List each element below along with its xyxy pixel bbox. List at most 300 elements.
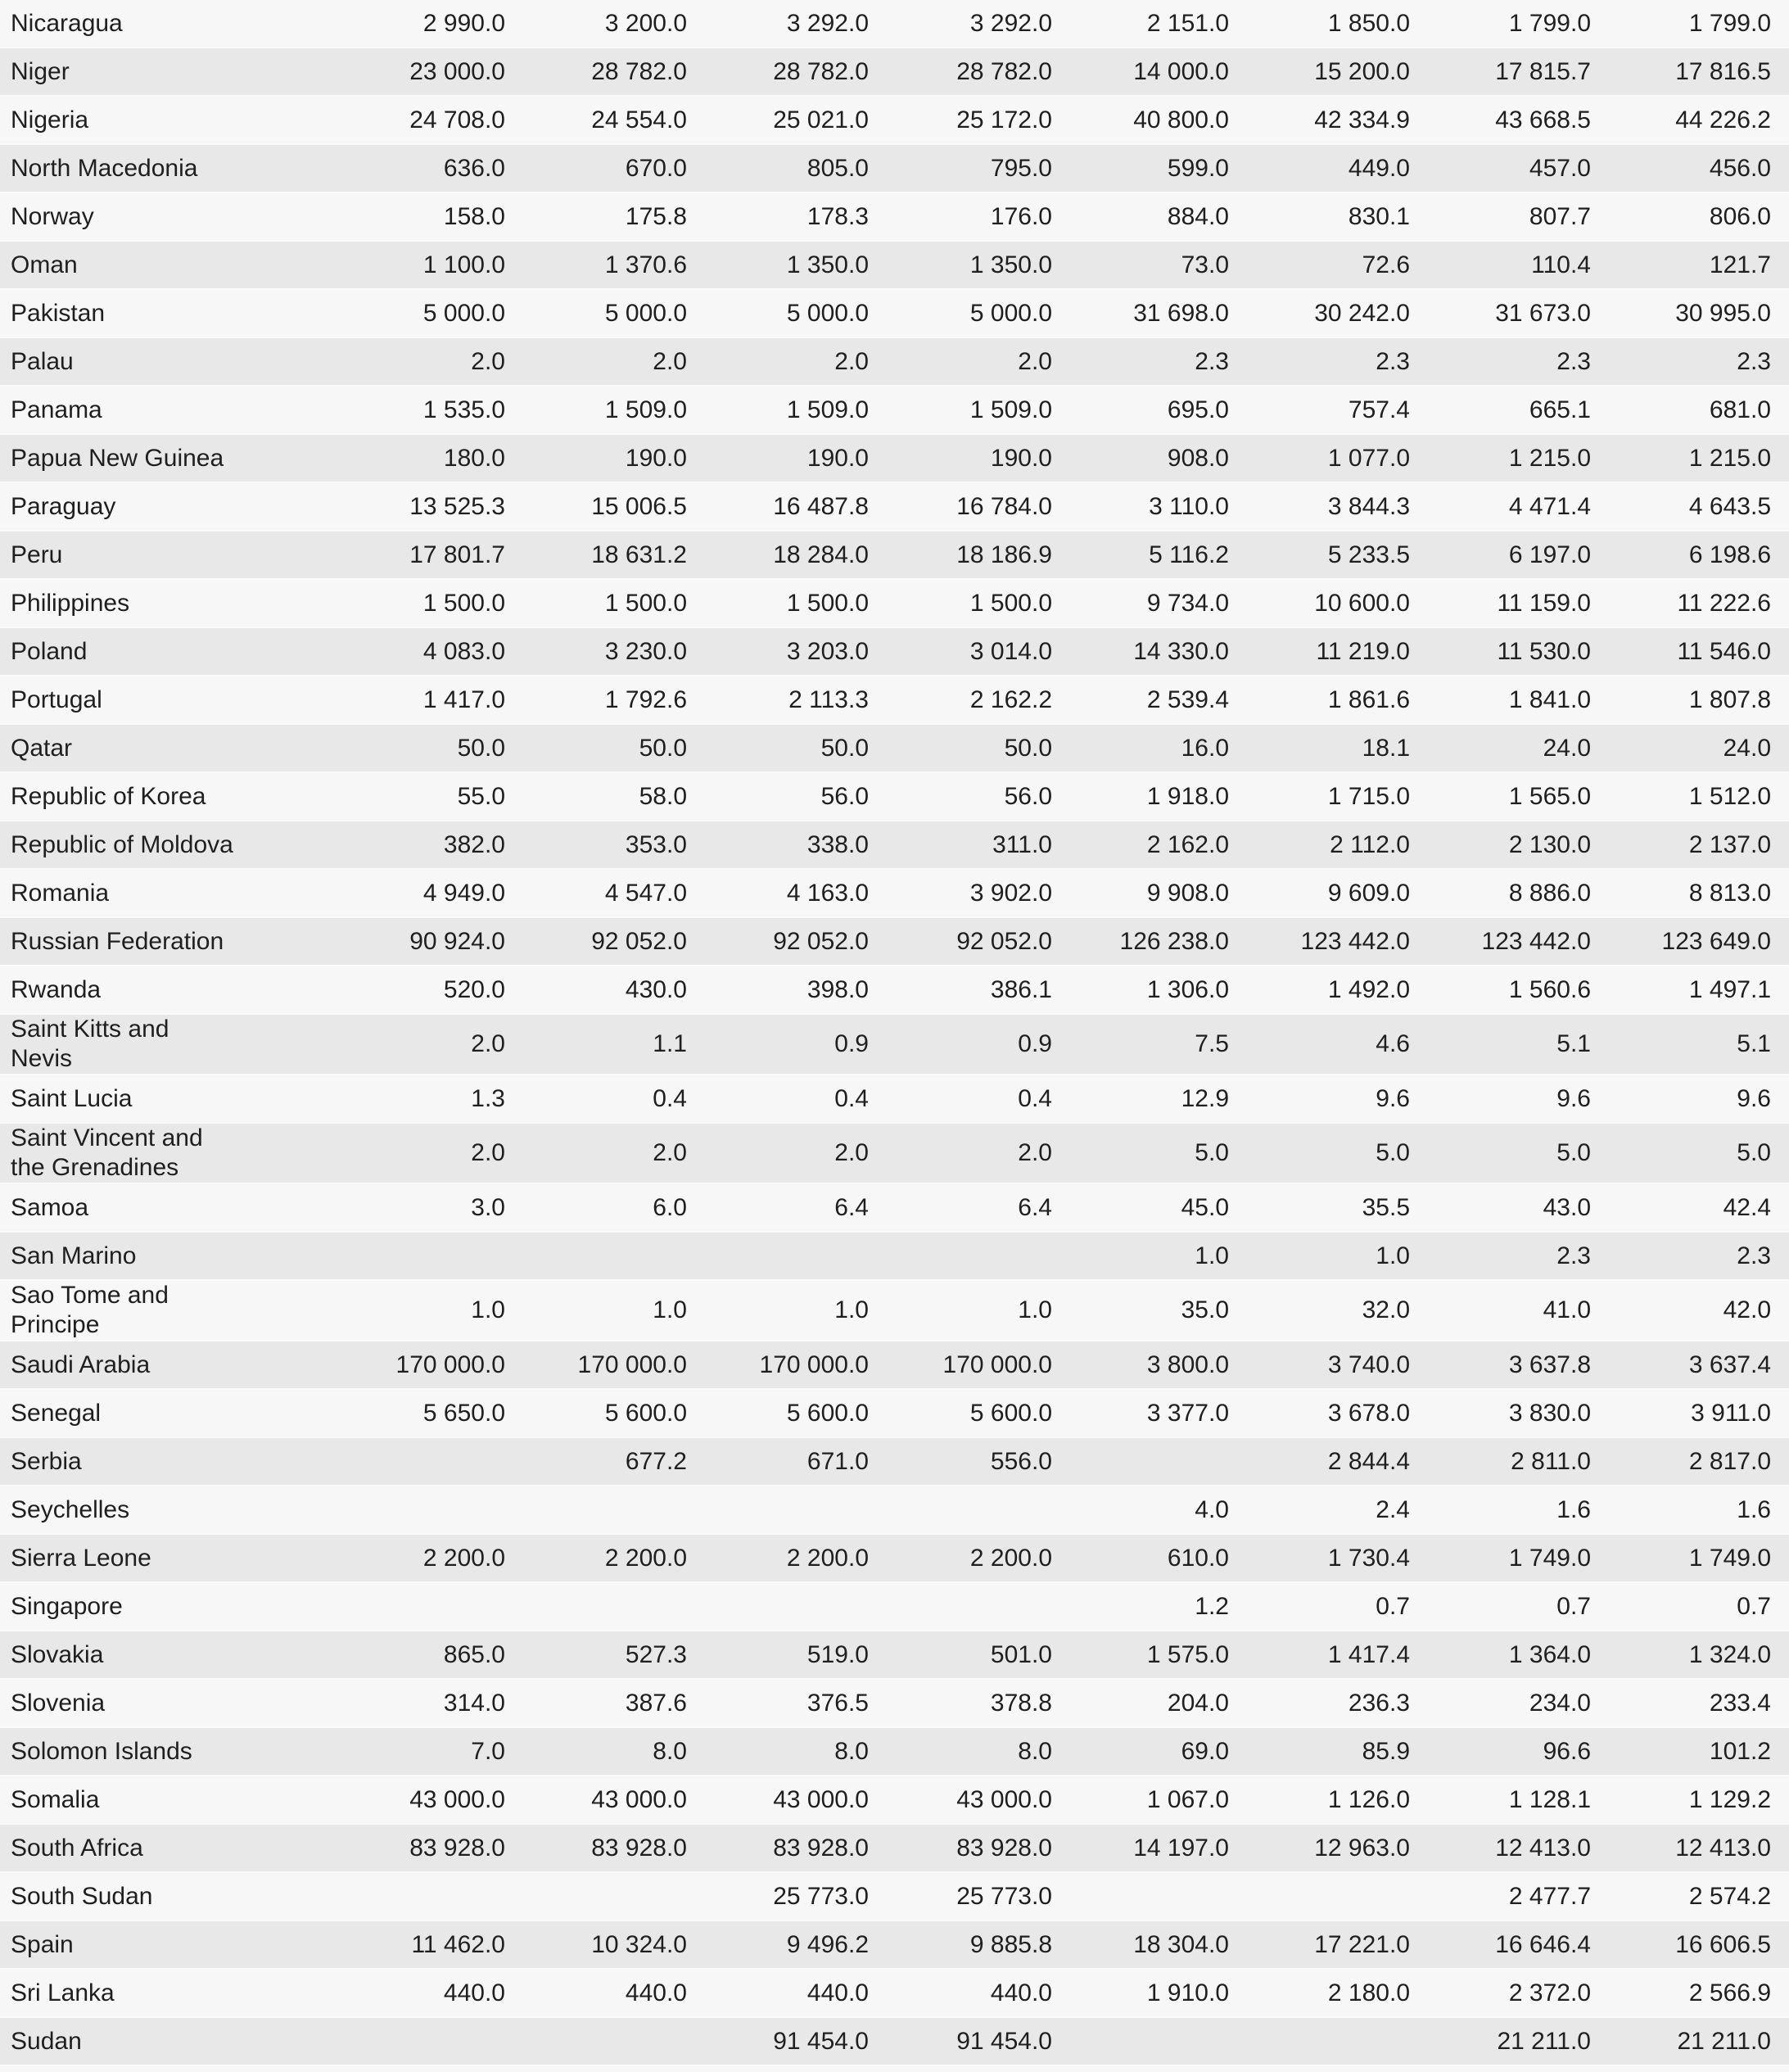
- country-cell: Qatar: [0, 724, 242, 772]
- value-cell: 2 151.0: [1052, 0, 1229, 48]
- value-cell: 2.0: [505, 337, 687, 386]
- value-cell: 830.1: [1229, 192, 1410, 241]
- value-cell: 2 180.0: [1229, 1969, 1410, 2017]
- value-cell: 50.0: [505, 724, 687, 772]
- value-cell: [505, 1582, 687, 1631]
- value-cell: 5 600.0: [505, 1389, 687, 1437]
- value-cell: [1229, 2017, 1410, 2065]
- country-cell: Sierra Leone: [0, 1534, 242, 1582]
- value-cell: 1.0: [242, 1280, 505, 1341]
- value-cell: [687, 1486, 869, 1534]
- value-cell: 9 609.0: [1229, 869, 1410, 917]
- value-cell: 25 021.0: [687, 96, 869, 144]
- value-cell: 5 650.0: [242, 1389, 505, 1437]
- value-cell: 1 324.0: [1591, 1631, 1789, 1679]
- value-cell: 18 304.0: [1052, 1920, 1229, 1969]
- value-cell: 12 413.0: [1410, 1824, 1591, 1872]
- value-cell: 14 197.0: [1052, 1824, 1229, 1872]
- value-cell: 2 200.0: [242, 1534, 505, 1582]
- value-cell: 519.0: [687, 1631, 869, 1679]
- country-cell: South Sudan: [0, 1872, 242, 1920]
- country-cell: Slovenia: [0, 1679, 242, 1727]
- country-cell: Spain: [0, 1920, 242, 1969]
- table-row: [0, 241, 1789, 289]
- value-cell: 338.0: [687, 821, 869, 869]
- value-cell: [505, 1232, 687, 1280]
- value-cell: [687, 1232, 869, 1280]
- value-cell: 72.6: [1229, 241, 1410, 289]
- value-cell: 1 215.0: [1410, 434, 1591, 482]
- table-row: [0, 1969, 1789, 2017]
- value-cell: 1 807.8: [1591, 676, 1789, 724]
- value-cell: 41.0: [1410, 1280, 1591, 1341]
- value-cell: 44 226.2: [1591, 96, 1789, 144]
- value-cell: 2.0: [242, 1123, 505, 1183]
- value-cell: 6 197.0: [1410, 531, 1591, 579]
- country-cell: Somalia: [0, 1776, 242, 1824]
- value-cell: 190.0: [687, 434, 869, 482]
- value-cell: 18.1: [1229, 724, 1410, 772]
- value-cell: 2 817.0: [1591, 1437, 1789, 1486]
- value-cell: 5.0: [1052, 1123, 1229, 1183]
- value-cell: 3 800.0: [1052, 1341, 1229, 1389]
- value-cell: 2.3: [1410, 337, 1591, 386]
- table-row: [0, 1631, 1789, 1679]
- value-cell: 8 886.0: [1410, 869, 1591, 917]
- value-cell: 908.0: [1052, 434, 1229, 482]
- country-cell: Panama: [0, 386, 242, 434]
- value-cell: 8 813.0: [1591, 869, 1789, 917]
- value-cell: 1 509.0: [505, 386, 687, 434]
- value-cell: 21 211.0: [1410, 2017, 1591, 2065]
- value-cell: 314.0: [242, 1679, 505, 1727]
- value-cell: 4 643.5: [1591, 482, 1789, 531]
- value-cell: 501.0: [869, 1631, 1052, 1679]
- value-cell: 2 811.0: [1410, 1437, 1591, 1486]
- value-cell: 2.3: [1229, 337, 1410, 386]
- country-cell: Russian Federation: [0, 917, 242, 966]
- value-cell: 91 454.0: [869, 2017, 1052, 2065]
- table-row: [0, 1014, 1789, 1074]
- value-cell: 1 100.0: [242, 241, 505, 289]
- value-cell: 5 000.0: [687, 289, 869, 337]
- country-cell: Nicaragua: [0, 0, 242, 48]
- country-cell: Serbia: [0, 1437, 242, 1486]
- table-row: [0, 2017, 1789, 2065]
- value-cell: 6 198.6: [1591, 531, 1789, 579]
- country-cell: Slovakia: [0, 1631, 242, 1679]
- value-cell: 1 560.6: [1410, 966, 1591, 1014]
- value-cell: 170 000.0: [869, 1341, 1052, 1389]
- value-cell: 2 200.0: [505, 1534, 687, 1582]
- value-cell: 5 600.0: [869, 1389, 1052, 1437]
- value-cell: 170 000.0: [242, 1341, 505, 1389]
- country-cell: Senegal: [0, 1389, 242, 1437]
- value-cell: 1.1: [505, 1014, 687, 1074]
- value-cell: 24.0: [1591, 724, 1789, 772]
- value-cell: 3 110.0: [1052, 482, 1229, 531]
- value-cell: 2 200.0: [687, 1534, 869, 1582]
- value-cell: 18 631.2: [505, 531, 687, 579]
- value-cell: 610.0: [1052, 1534, 1229, 1582]
- value-cell: [242, 1437, 505, 1486]
- value-cell: 695.0: [1052, 386, 1229, 434]
- value-cell: 456.0: [1591, 144, 1789, 192]
- value-cell: 1 910.0: [1052, 1969, 1229, 2017]
- value-cell: 1 364.0: [1410, 1631, 1591, 1679]
- value-cell: 42.4: [1591, 1183, 1789, 1232]
- value-cell: 3.0: [242, 1183, 505, 1232]
- value-cell: 353.0: [505, 821, 687, 869]
- value-cell: 24 708.0: [242, 96, 505, 144]
- value-cell: 8.0: [505, 1727, 687, 1776]
- value-cell: [505, 1486, 687, 1534]
- value-cell: 440.0: [505, 1969, 687, 2017]
- value-cell: 1 918.0: [1052, 772, 1229, 821]
- value-cell: 5.1: [1591, 1014, 1789, 1074]
- value-cell: 9.6: [1591, 1074, 1789, 1123]
- table-row: [0, 676, 1789, 724]
- value-cell: 3 014.0: [869, 627, 1052, 676]
- value-cell: 50.0: [869, 724, 1052, 772]
- value-cell: 10 324.0: [505, 1920, 687, 1969]
- value-cell: 440.0: [869, 1969, 1052, 2017]
- value-cell: 0.7: [1591, 1582, 1789, 1631]
- table-row: [0, 1183, 1789, 1232]
- value-cell: 8.0: [687, 1727, 869, 1776]
- value-cell: 5 116.2: [1052, 531, 1229, 579]
- value-cell: 175.8: [505, 192, 687, 241]
- value-cell: 16 487.8: [687, 482, 869, 531]
- value-cell: 12 413.0: [1591, 1824, 1789, 1872]
- table-row: [0, 1872, 1789, 1920]
- value-cell: 665.1: [1410, 386, 1591, 434]
- value-cell: 0.4: [687, 1074, 869, 1123]
- value-cell: 123 442.0: [1229, 917, 1410, 966]
- value-cell: 2 574.2: [1591, 1872, 1789, 1920]
- value-cell: [869, 1486, 1052, 1534]
- table-row: [0, 0, 1789, 48]
- country-cell: Palau: [0, 337, 242, 386]
- value-cell: 10 600.0: [1229, 579, 1410, 627]
- value-cell: 43 000.0: [242, 1776, 505, 1824]
- value-cell: 3 678.0: [1229, 1389, 1410, 1437]
- value-cell: 2 372.0: [1410, 1969, 1591, 2017]
- value-cell: 9 496.2: [687, 1920, 869, 1969]
- value-cell: 5.0: [1229, 1123, 1410, 1183]
- value-cell: 376.5: [687, 1679, 869, 1727]
- value-cell: 92 052.0: [869, 917, 1052, 966]
- value-cell: 449.0: [1229, 144, 1410, 192]
- table-row: [0, 1824, 1789, 1872]
- country-cell: Saint Vincent and the Grenadines: [0, 1123, 242, 1183]
- value-cell: 1 500.0: [242, 579, 505, 627]
- value-cell: 4.0: [1052, 1486, 1229, 1534]
- value-cell: 1 715.0: [1229, 772, 1410, 821]
- value-cell: 378.8: [869, 1679, 1052, 1727]
- value-cell: 123 649.0: [1591, 917, 1789, 966]
- value-cell: 1 509.0: [869, 386, 1052, 434]
- value-cell: 5.0: [1591, 1123, 1789, 1183]
- value-cell: 15 006.5: [505, 482, 687, 531]
- value-cell: 1 497.1: [1591, 966, 1789, 1014]
- value-cell: 1 799.0: [1591, 0, 1789, 48]
- country-cell: South Africa: [0, 1824, 242, 1872]
- value-cell: 681.0: [1591, 386, 1789, 434]
- value-cell: 599.0: [1052, 144, 1229, 192]
- value-cell: 123 442.0: [1410, 917, 1591, 966]
- value-cell: 30 242.0: [1229, 289, 1410, 337]
- value-cell: 121.7: [1591, 241, 1789, 289]
- table-row: [0, 482, 1789, 531]
- value-cell: 35.5: [1229, 1183, 1410, 1232]
- table-row: [0, 1776, 1789, 1824]
- value-cell: [687, 1582, 869, 1631]
- value-cell: 1.0: [869, 1280, 1052, 1341]
- table-row: [0, 821, 1789, 869]
- value-cell: 1.2: [1052, 1582, 1229, 1631]
- table-row: [0, 1920, 1789, 1969]
- value-cell: 757.4: [1229, 386, 1410, 434]
- value-cell: 56.0: [687, 772, 869, 821]
- value-cell: 158.0: [242, 192, 505, 241]
- value-cell: 5 233.5: [1229, 531, 1410, 579]
- value-cell: 1.6: [1591, 1486, 1789, 1534]
- value-cell: 5.1: [1410, 1014, 1591, 1074]
- value-cell: 35.0: [1052, 1280, 1229, 1341]
- value-cell: 440.0: [687, 1969, 869, 2017]
- value-cell: 55.0: [242, 772, 505, 821]
- table-row: [0, 1437, 1789, 1486]
- value-cell: [505, 1872, 687, 1920]
- value-cell: 234.0: [1410, 1679, 1591, 1727]
- country-cell: Singapore: [0, 1582, 242, 1631]
- value-cell: 1.0: [1229, 1232, 1410, 1280]
- value-cell: 1 799.0: [1410, 0, 1591, 48]
- value-cell: 1.6: [1410, 1486, 1591, 1534]
- value-cell: 6.4: [869, 1183, 1052, 1232]
- table-row: [0, 1486, 1789, 1534]
- value-cell: 4 163.0: [687, 869, 869, 917]
- country-cell: Rwanda: [0, 966, 242, 1014]
- value-cell: 28 782.0: [687, 48, 869, 96]
- value-cell: 3 200.0: [505, 0, 687, 48]
- value-cell: 382.0: [242, 821, 505, 869]
- table-row: [0, 289, 1789, 337]
- country-cell: Sri Lanka: [0, 1969, 242, 2017]
- value-cell: 527.3: [505, 1631, 687, 1679]
- value-cell: 17 801.7: [242, 531, 505, 579]
- value-cell: 4 471.4: [1410, 482, 1591, 531]
- value-cell: 25 773.0: [869, 1872, 1052, 1920]
- table-row: [0, 627, 1789, 676]
- table-row: [0, 144, 1789, 192]
- country-cell: Seychelles: [0, 1486, 242, 1534]
- value-cell: 83 928.0: [687, 1824, 869, 1872]
- value-cell: 2.0: [869, 1123, 1052, 1183]
- table-row: [0, 1232, 1789, 1280]
- value-cell: 180.0: [242, 434, 505, 482]
- table-row: [0, 772, 1789, 821]
- value-cell: 1 512.0: [1591, 772, 1789, 821]
- value-cell: 9.6: [1229, 1074, 1410, 1123]
- value-cell: 69.0: [1052, 1727, 1229, 1776]
- table-row: [0, 1280, 1789, 1341]
- value-cell: 13 525.3: [242, 482, 505, 531]
- value-cell: 440.0: [242, 1969, 505, 2017]
- country-cell: Portugal: [0, 676, 242, 724]
- country-cell: Papua New Guinea: [0, 434, 242, 482]
- country-cell: Samoa: [0, 1183, 242, 1232]
- value-cell: 2.3: [1052, 337, 1229, 386]
- country-cell: Oman: [0, 241, 242, 289]
- value-cell: 3 292.0: [869, 0, 1052, 48]
- table-row: [0, 192, 1789, 241]
- value-cell: 11 546.0: [1591, 627, 1789, 676]
- value-cell: 457.0: [1410, 144, 1591, 192]
- value-cell: 884.0: [1052, 192, 1229, 241]
- value-cell: 42.0: [1591, 1280, 1789, 1341]
- value-cell: [869, 1232, 1052, 1280]
- value-cell: 32.0: [1229, 1280, 1410, 1341]
- value-cell: [1052, 1437, 1229, 1486]
- value-cell: 3 830.0: [1410, 1389, 1591, 1437]
- value-cell: 670.0: [505, 144, 687, 192]
- value-cell: 31 673.0: [1410, 289, 1591, 337]
- value-cell: 1 370.6: [505, 241, 687, 289]
- value-cell: 5 000.0: [242, 289, 505, 337]
- country-cell: Poland: [0, 627, 242, 676]
- value-cell: 805.0: [687, 144, 869, 192]
- value-cell: [242, 1486, 505, 1534]
- value-cell: 233.4: [1591, 1679, 1789, 1727]
- value-cell: 6.4: [687, 1183, 869, 1232]
- value-cell: 2 539.4: [1052, 676, 1229, 724]
- table-row: [0, 1582, 1789, 1631]
- value-cell: 170 000.0: [505, 1341, 687, 1389]
- value-cell: 6.0: [505, 1183, 687, 1232]
- country-cell: Saint Lucia: [0, 1074, 242, 1123]
- value-cell: 1 128.1: [1410, 1776, 1591, 1824]
- value-cell: 3 740.0: [1229, 1341, 1410, 1389]
- value-cell: 2.3: [1410, 1232, 1591, 1280]
- value-cell: 18 284.0: [687, 531, 869, 579]
- value-cell: [1052, 2017, 1229, 2065]
- value-cell: 1 350.0: [869, 241, 1052, 289]
- value-cell: 24 554.0: [505, 96, 687, 144]
- value-cell: 671.0: [687, 1437, 869, 1486]
- value-cell: 3 844.3: [1229, 482, 1410, 531]
- value-cell: 1 841.0: [1410, 676, 1591, 724]
- value-cell: 73.0: [1052, 241, 1229, 289]
- value-cell: 1 067.0: [1052, 1776, 1229, 1824]
- value-cell: 43 668.5: [1410, 96, 1591, 144]
- value-cell: 90 924.0: [242, 917, 505, 966]
- value-cell: 1 077.0: [1229, 434, 1410, 482]
- value-cell: 1 500.0: [505, 579, 687, 627]
- value-cell: 1 417.4: [1229, 1631, 1410, 1679]
- value-cell: 9.6: [1410, 1074, 1591, 1123]
- country-cell: Romania: [0, 869, 242, 917]
- country-cell: Republic of Korea: [0, 772, 242, 821]
- value-cell: 520.0: [242, 966, 505, 1014]
- value-cell: 386.1: [869, 966, 1052, 1014]
- value-cell: 1 215.0: [1591, 434, 1789, 482]
- value-cell: 1 492.0: [1229, 966, 1410, 1014]
- value-cell: 17 815.7: [1410, 48, 1591, 96]
- value-cell: 311.0: [869, 821, 1052, 869]
- value-cell: 677.2: [505, 1437, 687, 1486]
- value-cell: 12.9: [1052, 1074, 1229, 1123]
- value-cell: 3 377.0: [1052, 1389, 1229, 1437]
- value-cell: 806.0: [1591, 192, 1789, 241]
- value-cell: 85.9: [1229, 1727, 1410, 1776]
- value-cell: 2 113.3: [687, 676, 869, 724]
- value-cell: 2 844.4: [1229, 1437, 1410, 1486]
- table-row: [0, 1727, 1789, 1776]
- value-cell: 5 600.0: [687, 1389, 869, 1437]
- value-cell: 556.0: [869, 1437, 1052, 1486]
- value-cell: 176.0: [869, 192, 1052, 241]
- value-cell: 31 698.0: [1052, 289, 1229, 337]
- value-cell: 14 330.0: [1052, 627, 1229, 676]
- value-cell: 1 749.0: [1591, 1534, 1789, 1582]
- value-cell: 101.2: [1591, 1727, 1789, 1776]
- value-cell: [242, 1872, 505, 1920]
- value-cell: 28 782.0: [869, 48, 1052, 96]
- value-cell: 0.9: [869, 1014, 1052, 1074]
- value-cell: 3 230.0: [505, 627, 687, 676]
- value-cell: 83 928.0: [505, 1824, 687, 1872]
- table-row: [0, 1389, 1789, 1437]
- country-cell: Peru: [0, 531, 242, 579]
- value-cell: 2 112.0: [1229, 821, 1410, 869]
- value-cell: 2.0: [242, 337, 505, 386]
- value-cell: 430.0: [505, 966, 687, 1014]
- value-cell: 7.0: [242, 1727, 505, 1776]
- value-cell: 45.0: [1052, 1183, 1229, 1232]
- value-cell: 91 454.0: [687, 2017, 869, 2065]
- value-cell: 18 186.9: [869, 531, 1052, 579]
- value-cell: 11 222.6: [1591, 579, 1789, 627]
- value-cell: 1 500.0: [869, 579, 1052, 627]
- value-cell: 83 928.0: [869, 1824, 1052, 1872]
- value-cell: 3 203.0: [687, 627, 869, 676]
- country-cell: Pakistan: [0, 289, 242, 337]
- value-cell: 2.0: [242, 1014, 505, 1074]
- value-cell: 3 637.8: [1410, 1341, 1591, 1389]
- value-cell: 2 162.0: [1052, 821, 1229, 869]
- value-cell: 43.0: [1410, 1183, 1591, 1232]
- value-cell: 2 130.0: [1410, 821, 1591, 869]
- country-cell: San Marino: [0, 1232, 242, 1280]
- table-row: [0, 917, 1789, 966]
- value-cell: 1 730.4: [1229, 1534, 1410, 1582]
- value-cell: 1.0: [1052, 1232, 1229, 1280]
- value-cell: [242, 2017, 505, 2065]
- value-cell: 3 902.0: [869, 869, 1052, 917]
- value-cell: 1 126.0: [1229, 1776, 1410, 1824]
- value-cell: 1 565.0: [1410, 772, 1591, 821]
- table-row: [0, 48, 1789, 96]
- value-cell: 56.0: [869, 772, 1052, 821]
- value-cell: 25 773.0: [687, 1872, 869, 1920]
- value-cell: 1 417.0: [242, 676, 505, 724]
- value-cell: 2.0: [505, 1123, 687, 1183]
- value-cell: 1 792.6: [505, 676, 687, 724]
- country-cell: Saint Kitts and Nevis: [0, 1014, 242, 1074]
- value-cell: 40 800.0: [1052, 96, 1229, 144]
